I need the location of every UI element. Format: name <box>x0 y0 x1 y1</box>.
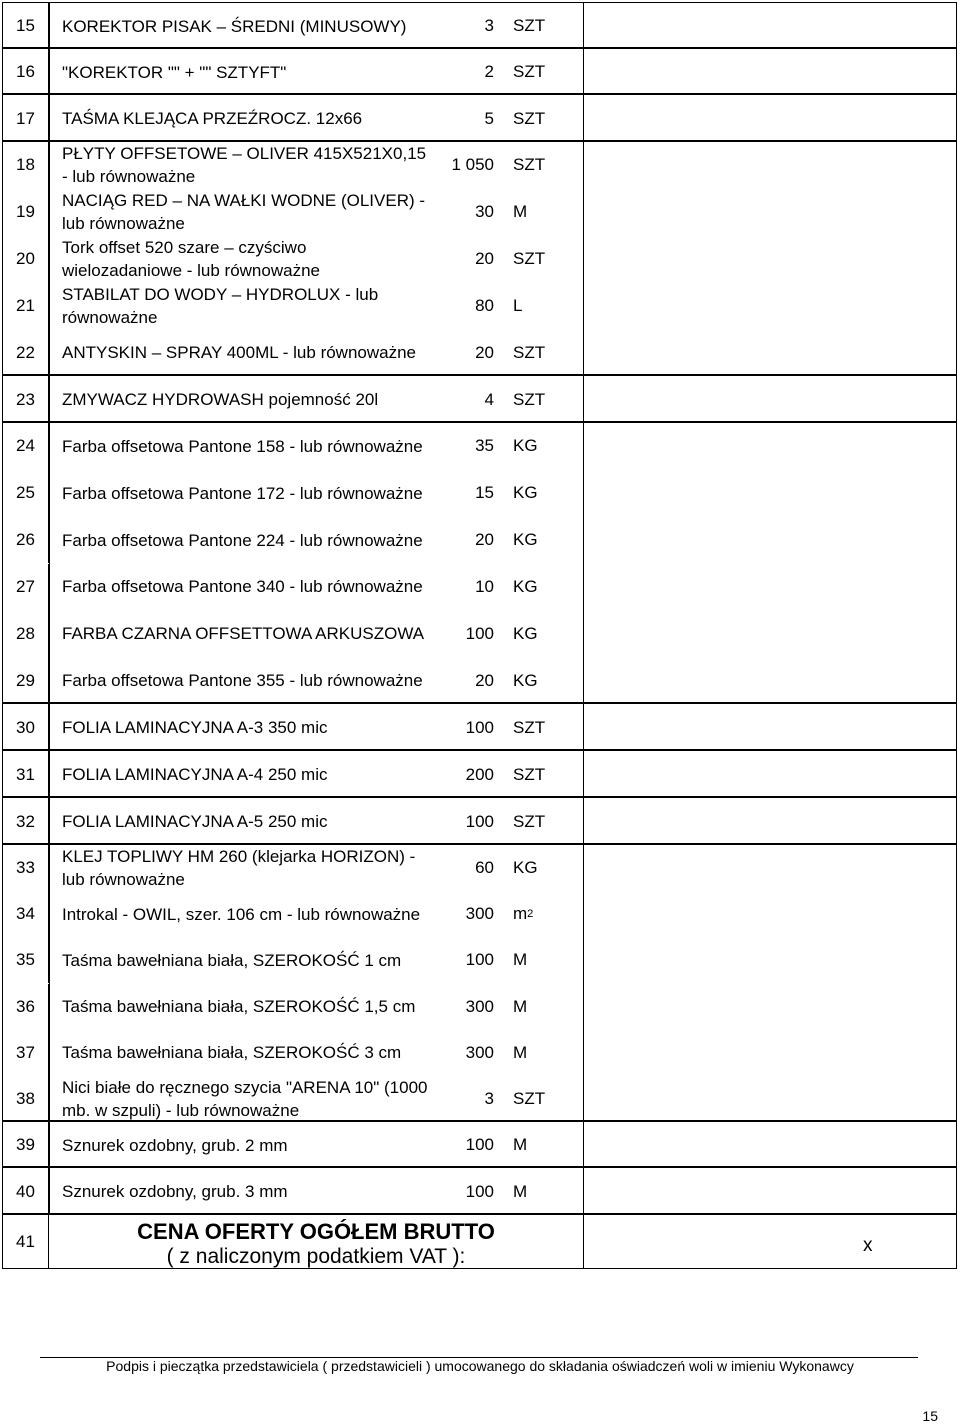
item-number: 34 <box>3 891 49 937</box>
item-number: 18 <box>3 142 49 189</box>
unit-text: SZT <box>513 62 546 81</box>
unit-text: M <box>513 1181 528 1201</box>
item-number: 27 <box>3 564 49 611</box>
item-quantity: 2 <box>484 62 494 81</box>
item-name: Taśma bawełniana biała, SZEROKOŚĆ 3 cm <box>62 1043 402 1063</box>
item-name: PŁYTY OFFSETOWE – OLIVER 415X521X0,15 - lub równoważne <box>62 144 427 187</box>
number-column-border <box>49 798 50 843</box>
list-item <box>3 329 956 376</box>
number-column-border <box>49 423 50 702</box>
item-number: 26 <box>3 517 49 564</box>
item-name: "KOREKTOR "" + "" SZTYFT" <box>62 62 287 82</box>
unit-text: KG <box>513 436 538 456</box>
item-name: Farba offsetowa Pantone 355 - lub równoważne <box>62 671 423 691</box>
item-name: Sznurek ozdobny, grub. 3 mm <box>62 1182 288 1201</box>
item-unit <box>513 49 583 95</box>
item-name: ZMYWACZ HYDROWASH pojemność 20l <box>62 390 379 409</box>
item-number: 24 <box>3 423 49 470</box>
item-number: 36 <box>3 984 49 1030</box>
number-column-border <box>49 3 50 47</box>
item-quantity: 20 <box>475 670 494 690</box>
unit-text: KG <box>513 530 538 550</box>
item-unit <box>513 798 583 845</box>
unit-text: SZT <box>513 764 546 784</box>
total-subtitle: ( z naliczonym podatkiem VAT ): <box>166 1245 466 1268</box>
list-item <box>3 610 956 657</box>
item-number: 31 <box>3 751 49 798</box>
item-quantity: 35 <box>475 436 494 456</box>
list-item <box>3 798 956 845</box>
list-item <box>3 189 956 236</box>
item-unit <box>513 1122 583 1168</box>
number-column-border <box>49 1168 50 1213</box>
list-item <box>3 376 956 423</box>
item-quantity: 200 <box>465 764 494 784</box>
number-column-border <box>49 1122 50 1166</box>
item-name: Farba offsetowa Pantone 172 - lub równoważne <box>62 483 423 503</box>
unit-text: SZT <box>513 108 546 128</box>
number-column-border <box>49 142 50 374</box>
unit-text: KG <box>513 670 538 690</box>
unit-text: KG <box>513 623 538 643</box>
item-name: FOLIA LAMINACYJNA A-4 250 mic <box>62 765 328 784</box>
item-unit <box>513 142 583 189</box>
signature-caption: Podpis i pieczątka przedstawiciela ( przedstawicieli ) umocowanego do składania oświadczeń woli w imieniu Wykonawcy <box>106 1358 854 1374</box>
list-item <box>3 704 956 751</box>
table-row <box>2 1121 957 1167</box>
item-unit <box>513 423 583 470</box>
list-item <box>3 1122 956 1168</box>
item-unit <box>513 704 583 751</box>
item-number: 32 <box>3 798 49 845</box>
item-number: 38 <box>3 1076 49 1122</box>
item-number: 35 <box>3 937 49 983</box>
item-unit <box>513 891 583 937</box>
unit-text: L <box>513 295 523 315</box>
list-item <box>3 282 956 329</box>
item-number: 39 <box>3 1122 49 1168</box>
item-name: Taśma bawełniana biała, SZEROKOŚĆ 1 cm <box>62 950 402 970</box>
item-name: Sznurek ozdobny, grub. 2 mm <box>62 1135 288 1155</box>
item-name: TAŚMA KLEJĄCA PRZEŹROCZ. 12x66 <box>62 109 363 128</box>
item-quantity: 100 <box>465 1135 494 1154</box>
item-name: FOLIA LAMINACYJNA A-3 350 mic <box>62 718 328 737</box>
item-unit <box>513 751 583 798</box>
number-column-border <box>49 845 50 1120</box>
table-row <box>2 1167 957 1214</box>
item-name: Farba offsetowa Pantone 224 - lub równoważne <box>62 530 423 550</box>
item-quantity: 20 <box>475 530 494 550</box>
list-item <box>3 142 956 189</box>
item-quantity: 300 <box>465 904 494 924</box>
total-row <box>2 1214 957 1269</box>
item-quantity: 100 <box>465 717 494 737</box>
unit-text: SZT <box>513 342 546 362</box>
item-name: KLEJ TOPLIWY HM 260 (klejarka HORIZON) - lub równoważne <box>62 847 416 890</box>
item-unit <box>513 610 583 657</box>
list-item <box>3 95 956 142</box>
item-name: Farba offsetowa Pantone 340 - lub równoważne <box>62 577 423 597</box>
list-item <box>3 470 956 517</box>
item-number: 28 <box>3 610 49 657</box>
total-mark: x <box>863 1235 873 1256</box>
item-name: Tork offset 520 szare – czyściwo wielozadaniowe - lub równoważne <box>62 237 320 280</box>
item-unit <box>513 984 583 1030</box>
item-name: ANTYSKIN – SPRAY 400ML - lub równoważne <box>62 343 417 363</box>
item-number: 17 <box>3 95 49 142</box>
list-item <box>3 845 956 891</box>
list-item <box>3 517 956 564</box>
item-number: 19 <box>3 189 49 236</box>
item-unit <box>513 3 583 49</box>
item-quantity: 100 <box>465 950 494 970</box>
item-number: 40 <box>3 1168 49 1215</box>
item-unit <box>513 1030 583 1076</box>
item-unit <box>513 282 583 329</box>
item-quantity: 100 <box>465 1181 494 1201</box>
item-name: KOREKTOR PISAK – ŚREDNI (MINUSOWY) <box>62 16 407 36</box>
item-unit <box>513 937 583 983</box>
list-item <box>3 1076 956 1122</box>
item-quantity: 20 <box>475 342 494 362</box>
table-row <box>2 375 957 422</box>
item-unit <box>513 1168 583 1215</box>
total-title: CENA OFERTY OGÓŁEM BRUTTO <box>137 1219 495 1244</box>
item-quantity: 100 <box>465 623 494 643</box>
item-quantity: 4 <box>484 389 494 409</box>
list-item <box>3 984 956 1030</box>
unit-text: SZT <box>513 248 546 268</box>
list-item <box>3 564 956 611</box>
unit-text: M <box>513 202 528 222</box>
unit-text: SZT <box>513 389 546 409</box>
item-number: 16 <box>3 49 49 95</box>
item-name: Introkal - OWIL, szer. 106 cm - lub równoważne <box>62 904 421 924</box>
unit-text: KG <box>513 483 538 503</box>
table-row <box>2 141 957 375</box>
unit-text: M <box>513 996 528 1016</box>
list-item <box>3 751 956 798</box>
item-unit <box>513 189 583 236</box>
item-number: 20 <box>3 236 49 283</box>
number-column-border <box>49 95 50 140</box>
item-name: FOLIA LAMINACYJNA A-5 250 mic <box>62 812 328 831</box>
item-unit <box>513 1076 583 1122</box>
page-number: 15 <box>922 1408 938 1424</box>
item-unit <box>513 470 583 517</box>
item-unit <box>513 845 583 891</box>
item-unit <box>513 376 583 423</box>
item-number: 41 <box>3 1215 49 1268</box>
number-column-border <box>49 704 50 749</box>
table-row <box>2 94 957 141</box>
unit-text: M <box>513 950 528 970</box>
item-number: 15 <box>3 3 49 49</box>
item-quantity: 10 <box>475 576 494 596</box>
item-quantity: 5 <box>484 108 494 128</box>
table-row <box>2 797 957 844</box>
item-number: 22 <box>3 329 49 376</box>
table-row <box>2 2 957 48</box>
item-unit <box>513 329 583 376</box>
item-quantity: 300 <box>465 996 494 1016</box>
number-column-border <box>49 376 50 421</box>
unit-text: SZT <box>513 16 546 35</box>
table-row <box>2 750 957 797</box>
list-item <box>3 49 956 95</box>
item-quantity: 20 <box>475 248 494 268</box>
item-name: STABILAT DO WODY – HYDROLUX - lub równoważne <box>62 284 379 327</box>
item-quantity: 15 <box>475 483 494 503</box>
list-item <box>3 423 956 470</box>
item-name: NACIĄG RED – NA WAŁKI WODNE (OLIVER) - lub równoważne <box>62 191 426 234</box>
list-item <box>3 937 956 983</box>
list-item <box>3 1168 956 1215</box>
item-name: Nici białe do ręcznego szycia "ARENA 10" (1000 mb. w szpuli) - lub równoważne <box>62 1077 428 1120</box>
table-row <box>2 422 957 703</box>
list-item <box>3 657 956 704</box>
unit-text: SZT <box>513 717 546 737</box>
unit-superscript: 2 <box>527 908 534 921</box>
item-quantity: 60 <box>475 858 494 878</box>
item-quantity: 3 <box>484 1088 494 1108</box>
item-name: Farba offsetowa Pantone 158 - lub równoważne <box>62 436 423 456</box>
item-number: 25 <box>3 470 49 517</box>
item-quantity: 1 050 <box>451 155 494 175</box>
unit-text: M <box>513 1042 528 1062</box>
item-quantity: 30 <box>475 202 494 222</box>
item-number: 30 <box>3 704 49 751</box>
unit-text: SZT <box>513 1088 546 1108</box>
table-row <box>2 844 957 1121</box>
total-label <box>49 1215 583 1268</box>
item-quantity: 80 <box>475 295 494 315</box>
item-name: Taśma bawełniana biała, SZEROKOŚĆ 1,5 cm <box>62 997 416 1017</box>
list-item <box>3 236 956 283</box>
number-column-border <box>49 49 50 93</box>
item-number: 33 <box>3 845 49 891</box>
unit-text: SZT <box>513 811 546 831</box>
list-item <box>3 3 956 49</box>
list-item <box>3 891 956 937</box>
table-row <box>2 703 957 750</box>
unit-text: m <box>513 904 528 924</box>
table-row <box>2 48 957 94</box>
list-item <box>3 1030 956 1076</box>
unit-text: KG <box>513 576 538 596</box>
item-unit <box>513 657 583 704</box>
unit-text: M <box>513 1135 528 1154</box>
item-quantity: 3 <box>484 16 494 35</box>
item-name: FARBA CZARNA OFFSETTOWA ARKUSZOWA <box>62 624 425 644</box>
item-unit <box>513 236 583 283</box>
item-quantity: 100 <box>465 811 494 831</box>
total-price-cell <box>583 1215 958 1268</box>
item-number: 23 <box>3 376 49 423</box>
unit-text: KG <box>513 858 538 878</box>
item-number: 29 <box>3 657 49 704</box>
item-unit <box>513 564 583 611</box>
number-column-border <box>49 751 50 796</box>
unit-text: SZT <box>513 155 546 175</box>
item-unit <box>513 95 583 142</box>
item-number: 37 <box>3 1030 49 1076</box>
item-quantity: 300 <box>465 1042 494 1062</box>
item-unit <box>513 517 583 564</box>
item-number: 21 <box>3 282 49 329</box>
